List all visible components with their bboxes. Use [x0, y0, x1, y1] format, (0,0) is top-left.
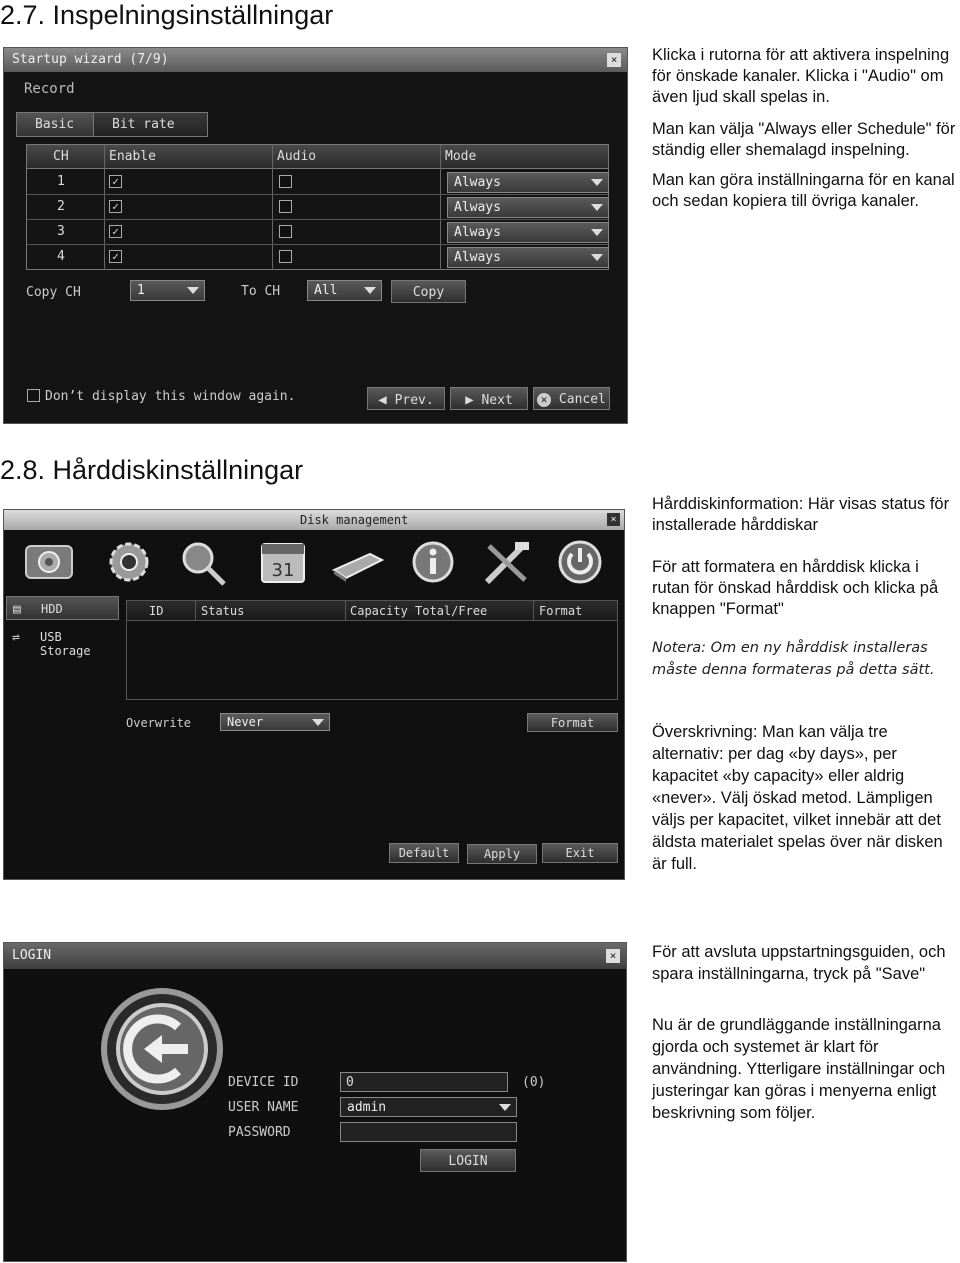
prev-button[interactable] [367, 387, 445, 410]
prev-label: Prev. [394, 393, 434, 408]
disk-titlebar [4, 510, 624, 530]
disk-table [126, 600, 618, 700]
cancel-button[interactable] [533, 387, 610, 410]
calendar-icon[interactable] [256, 538, 310, 586]
mode-dropdown[interactable] [447, 222, 609, 243]
login-window [3, 942, 627, 1262]
mode-value: Always [454, 175, 501, 190]
table-row [27, 170, 608, 195]
wizard-titlebar [4, 48, 627, 72]
power-icon[interactable] [553, 538, 607, 586]
close-icon[interactable]: × [606, 949, 620, 963]
chevron-down-icon [364, 287, 376, 294]
arrow-left-icon: ◀ [378, 392, 387, 408]
row-ch: 3 [57, 224, 65, 239]
table-row [27, 220, 608, 245]
enable-checkbox[interactable]: ✓ [109, 225, 122, 238]
section-heading-recording: 2.7. Inspelningsinställningar [0, 0, 334, 30]
chevron-down-icon [591, 179, 603, 186]
row-ch: 4 [57, 249, 65, 264]
audio-checkbox[interactable] [279, 225, 292, 238]
tab-basic[interactable]: Basic [16, 112, 94, 137]
hdd-icon: ▤ [13, 602, 21, 617]
record-section-title: Record [24, 81, 75, 97]
login-title: LOGIN [12, 948, 52, 963]
overwrite-label: Overwrite [126, 716, 192, 730]
sidebar-item-label: HDD [41, 602, 63, 616]
record-table [26, 144, 609, 270]
enable-checkbox[interactable]: ✓ [109, 200, 122, 213]
recording-para-3: Man kan göra inställningarna för en kanal och sedan kopiera till övriga kanaler. [652, 171, 955, 210]
login-button[interactable]: LOGIN [420, 1149, 516, 1172]
calendar-number: 31 [271, 560, 295, 581]
close-icon[interactable]: × [607, 513, 620, 526]
tools-icon[interactable] [479, 538, 533, 586]
usb-icon: ⇌ [12, 630, 20, 645]
mode-dropdown[interactable] [447, 247, 609, 268]
disk-drive-icon[interactable] [330, 538, 384, 586]
exit-button[interactable]: Exit [542, 843, 618, 863]
password-field[interactable] [340, 1122, 517, 1142]
finish-para-1: För att avsluta uppstartningsguiden, och spara inställningarna, tryck på "Save" [652, 943, 946, 983]
default-button[interactable]: Default [389, 843, 459, 863]
user-name-label: USER NAME [228, 1100, 299, 1115]
harddisk-para-1: Hårddiskinformation: Här visas status för installerade hårddiskar [652, 495, 950, 534]
row-ch: 2 [57, 199, 65, 214]
audio-checkbox[interactable] [279, 200, 292, 213]
col-ch: CH [53, 149, 69, 164]
mode-dropdown[interactable] [447, 197, 609, 218]
table-row [27, 245, 608, 270]
chevron-down-icon [187, 287, 199, 294]
copy-ch-label: Copy CH [26, 285, 81, 300]
startup-wizard-window [3, 47, 628, 424]
col-mode: Mode [445, 149, 477, 164]
next-label: Next [481, 393, 513, 408]
record-table-header [27, 145, 608, 169]
device-id-suffix: (0) [522, 1075, 546, 1090]
col-id: ID [149, 604, 164, 618]
enable-checkbox[interactable]: ✓ [109, 250, 122, 263]
chevron-down-icon [591, 229, 603, 236]
col-status: Status [201, 604, 245, 618]
sidebar-item-usb-storage[interactable] [6, 625, 119, 658]
close-icon[interactable]: × [607, 53, 621, 67]
chevron-down-icon [499, 1104, 511, 1111]
arrow-right-icon: ▶ [465, 392, 474, 408]
wizard-title: Startup wizard (7/9) [12, 52, 169, 67]
info-icon[interactable] [406, 538, 460, 586]
sidebar-item-label: USB Storage [40, 630, 91, 658]
chevron-down-icon [591, 204, 603, 211]
password-label: PASSWORD [228, 1125, 291, 1140]
recording-para-1: Klicka i rutorna för att aktivera inspelning för önskade kanaler. Klicka i "Audio" om även ljud skall spelas in. [652, 46, 950, 106]
col-audio: Audio [277, 149, 317, 164]
tab-bit-rate[interactable]: Bit rate [93, 112, 208, 137]
disk-management-window [3, 509, 625, 880]
login-logo-icon [100, 987, 224, 1111]
copy-from-dropdown[interactable] [130, 280, 205, 301]
apply-button[interactable]: Apply [467, 844, 537, 864]
finish-para-2: Nu är de grundläggande inställningarna gjorda och systemet är klart för användning. Ytterligare inställningar och justeringar kan göras i menyerna enligt beskrivning som följer. [652, 1016, 946, 1122]
copy-to-dropdown[interactable] [307, 280, 382, 301]
harddisk-note: Notera: Om en ny hårddisk installeras måste denna formateras på detta sätt. [652, 640, 935, 678]
mode-value: Always [454, 250, 501, 265]
format-button[interactable]: Format [527, 713, 618, 732]
user-name-dropdown[interactable] [340, 1097, 517, 1117]
search-icon[interactable] [176, 538, 230, 586]
overwrite-value: Never [227, 715, 264, 729]
chevron-down-icon [312, 719, 324, 726]
recording-para-2: Man kan välja "Always eller Schedule" för ständig eller shemalagd inspelning. [652, 120, 956, 159]
device-id-field[interactable]: 0 [340, 1072, 508, 1092]
section-heading-harddisk: 2.8. Hårddiskinställningar [0, 455, 304, 485]
col-enable: Enable [109, 149, 156, 164]
overwrite-dropdown[interactable] [220, 713, 330, 731]
to-ch-label: To CH [241, 284, 281, 299]
mode-dropdown[interactable] [447, 172, 609, 193]
system-settings-icon[interactable] [22, 538, 76, 586]
disk-table-header [127, 601, 617, 621]
col-format: Format [539, 604, 583, 618]
cancel-icon: ✕ [537, 393, 551, 407]
col-capacity: Capacity Total/Free [350, 604, 488, 618]
copy-from-value: 1 [137, 283, 145, 298]
enable-checkbox[interactable]: ✓ [109, 175, 122, 188]
copy-button[interactable]: Copy [391, 280, 466, 303]
disk-title: Disk management [300, 513, 409, 527]
next-button[interactable] [450, 387, 528, 410]
user-name-value: admin [347, 1100, 387, 1115]
cancel-label: Cancel [558, 392, 606, 407]
row-ch: 1 [57, 174, 65, 189]
device-id-label: DEVICE ID [228, 1075, 299, 1090]
mode-value: Always [454, 200, 501, 215]
harddisk-para-3: Överskrivning: Man kan välja tre alternativ: per dag «by days», per kapacitet «by capacity» eller aldrig «never». Välj öskad metod. Lämpligen väljs per kapacitet, vilket innebär att det äldsta materialet spelas över när disken är full. [652, 723, 943, 873]
audio-checkbox[interactable] [279, 175, 292, 188]
audio-checkbox[interactable] [279, 250, 292, 263]
dont-display-label: Don’t display this window again. [45, 389, 296, 404]
copy-to-value: All [314, 283, 338, 298]
mode-value: Always [454, 225, 501, 240]
login-titlebar [4, 943, 626, 969]
sidebar-item-hdd[interactable] [6, 596, 119, 620]
table-row [27, 195, 608, 220]
dont-display-checkbox[interactable] [27, 389, 40, 402]
harddisk-para-2: För att formatera en hårddisk klicka i rutan för önskad hårddisk och klicka på knappen "Format" [652, 558, 939, 618]
gear-icon[interactable] [102, 538, 156, 586]
chevron-down-icon [591, 254, 603, 261]
